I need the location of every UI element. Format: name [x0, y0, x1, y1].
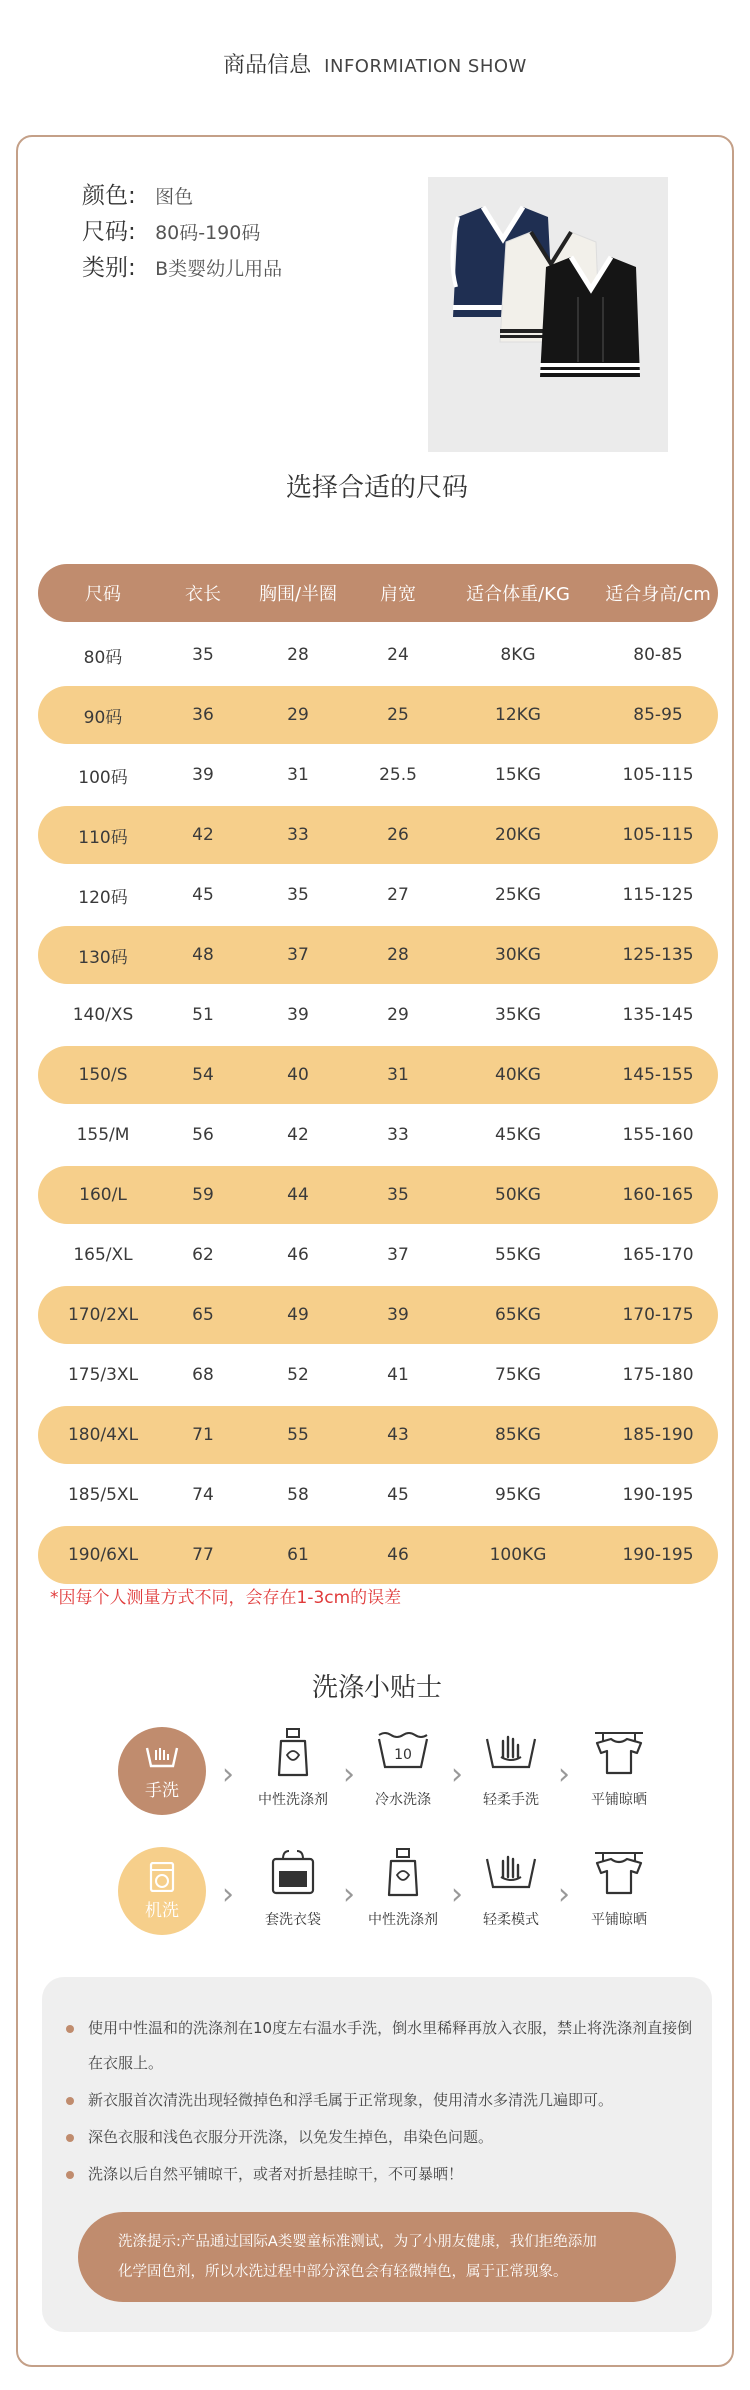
step-caption: 冷水洗涤 [375, 1792, 431, 1808]
table-cell: 28 [387, 945, 409, 965]
tip-item: 深色衣服和浅色衣服分开洗涤，以免发生掉色，串染色问题。 [66, 2120, 696, 2155]
header-title-en: INFORMIATION SHOW [324, 56, 527, 77]
header-cell: 衣长 [185, 584, 221, 605]
machine-step-laundry-bag [248, 1847, 338, 1929]
info-color [82, 177, 193, 210]
table-cell: 46 [287, 1245, 309, 1265]
product-info-card [16, 135, 734, 2367]
table-cell: 27 [387, 885, 409, 905]
size-table-body [38, 626, 718, 1584]
table-cell: 90码 [83, 707, 123, 728]
info-category-value: B类婴幼儿用品 [155, 258, 283, 280]
chevron-right-icon: › [343, 1757, 355, 1792]
table-row [38, 1406, 718, 1464]
hand-wash-basin-icon [144, 1742, 180, 1772]
table-cell: 150/S [78, 1065, 128, 1085]
table-cell: 190/6XL [67, 1545, 139, 1565]
wash-notice-banner [78, 2212, 676, 2302]
tip-item: 洗涤以后自然平铺晾干，或者对折悬挂晾干，不可暴晒！ [66, 2157, 696, 2192]
table-cell: 44 [287, 1185, 309, 1205]
table-cell: 39 [387, 1305, 409, 1325]
table-row [38, 986, 718, 1044]
header-cell: 适合身高/cm [605, 584, 711, 605]
chevron-right-icon: › [451, 1757, 463, 1792]
machine-wash-row [118, 1847, 678, 1957]
info-category [82, 249, 282, 282]
step-caption: 中性洗涤剂 [368, 1912, 438, 1928]
table-cell: 35 [387, 1185, 409, 1205]
table-cell: 59 [192, 1185, 214, 1205]
table-cell: 35 [192, 645, 214, 665]
table-cell: 155/M [76, 1125, 130, 1145]
table-cell: 160-165 [622, 1185, 694, 1205]
table-row [38, 806, 718, 864]
table-row [38, 1466, 718, 1524]
table-cell: 48 [192, 945, 214, 965]
info-size [82, 213, 260, 246]
table-cell: 39 [287, 1005, 309, 1025]
table-cell: 135-145 [622, 1005, 694, 1025]
table-cell: 49 [287, 1305, 309, 1325]
table-cell: 40 [287, 1065, 309, 1085]
table-cell: 130码 [78, 947, 128, 968]
table-row [38, 686, 718, 744]
table-cell: 145-155 [622, 1065, 694, 1085]
table-cell: 37 [387, 1245, 409, 1265]
info-size-label: 尺码: [82, 219, 136, 245]
table-cell: 46 [387, 1545, 409, 1565]
size-section-title: 选择合适的尺码 [285, 473, 468, 503]
chevron-right-icon: › [222, 1757, 234, 1792]
machine-wash-badge [118, 1847, 206, 1935]
table-cell: 71 [192, 1425, 214, 1445]
table-cell: 20KG [495, 825, 541, 845]
table-cell: 43 [387, 1425, 409, 1445]
table-cell: 8KG [500, 645, 536, 665]
step-caption: 平铺晾晒 [591, 1912, 647, 1928]
step-caption: 轻柔手洗 [483, 1792, 539, 1808]
table-cell: 52 [287, 1365, 309, 1385]
wash-section-title: 洗涤小贴士 [311, 1673, 442, 1703]
table-cell: 28 [287, 645, 309, 665]
chevron-right-icon: › [343, 1877, 355, 1912]
table-cell: 175-180 [622, 1365, 694, 1385]
table-cell: 31 [387, 1065, 409, 1085]
washing-machine-icon [144, 1862, 180, 1892]
laundry-bag-icon [267, 1847, 319, 1899]
table-cell: 37 [287, 945, 309, 965]
table-cell: 155-160 [622, 1125, 694, 1145]
product-photo [428, 177, 668, 452]
hand-wash-badge-label: 手洗 [145, 1780, 179, 1801]
detergent-bottle-icon [383, 1847, 423, 1899]
chevron-right-icon: › [558, 1757, 570, 1792]
table-cell: 31 [287, 765, 309, 785]
table-cell: 85KG [495, 1425, 541, 1445]
table-cell: 80-85 [633, 645, 683, 665]
table-cell: 125-135 [622, 945, 694, 965]
table-row [38, 926, 718, 984]
table-cell: 29 [387, 1005, 409, 1025]
header-cell: 尺码 [85, 584, 121, 605]
table-cell: 170-175 [622, 1305, 694, 1325]
table-cell: 62 [192, 1245, 214, 1265]
table-row [38, 1166, 718, 1224]
hand-step-cold-water [358, 1727, 448, 1809]
table-cell: 33 [387, 1125, 409, 1145]
machine-wash-badge-label: 机洗 [145, 1900, 179, 1921]
hand-wash-icon [483, 1727, 539, 1779]
step-caption: 套洗衣袋 [265, 1912, 321, 1928]
table-cell: 41 [387, 1365, 409, 1385]
table-cell: 185-190 [622, 1425, 694, 1445]
info-color-value: 图色 [155, 186, 194, 208]
table-cell: 54 [192, 1065, 214, 1085]
info-color-label: 颜色: [82, 183, 136, 209]
table-cell: 61 [287, 1545, 309, 1565]
table-cell: 105-115 [622, 765, 694, 785]
step-caption: 轻柔模式 [483, 1912, 539, 1928]
header-cell: 胸围/半圈 [258, 584, 338, 605]
header-cell: 适合体重/KG [466, 584, 570, 605]
table-row [38, 1526, 718, 1584]
table-cell: 100码 [78, 767, 128, 788]
table-cell: 175/3XL [67, 1365, 139, 1385]
table-cell: 180/4XL [67, 1425, 139, 1445]
table-cell: 39 [192, 765, 214, 785]
table-cell: 170/2XL [67, 1305, 139, 1325]
basin-temperature: 10 [394, 1747, 412, 1763]
banner-line-2: 化学固色剂，所以水洗过程中部分深色会有轻微掉色，属于正常现象。 [118, 2264, 568, 2280]
step-caption: 平铺晾晒 [591, 1792, 647, 1808]
table-row [38, 1046, 718, 1104]
table-row [38, 1286, 718, 1344]
table-row [38, 1346, 718, 1404]
header-title-cn: 商品信息 [223, 53, 312, 78]
table-cell: 25KG [495, 885, 541, 905]
table-cell: 15KG [495, 765, 541, 785]
measurement-note: *因每个人测量方式不同，会存在1-3cm的误差 [50, 1588, 402, 1608]
tip-item: 使用中性温和的洗涤剂在10度左右温水手洗，倒水里稀释再放入衣服，禁止将洗涤剂直接倒在衣服上。 [66, 2011, 696, 2081]
table-cell: 75KG [495, 1365, 541, 1385]
page-header [0, 48, 750, 79]
table-cell: 185/5XL [67, 1485, 139, 1505]
table-cell: 65 [192, 1305, 214, 1325]
table-cell: 85-95 [633, 705, 683, 725]
table-row [38, 626, 718, 684]
table-cell: 120码 [78, 887, 128, 908]
info-size-value: 80码-190码 [155, 222, 261, 244]
wash-basin-10-icon [375, 1727, 431, 1779]
info-category-label: 类别: [82, 255, 136, 281]
table-cell: 140/XS [72, 1005, 134, 1025]
wash-tips-panel [42, 1977, 712, 2332]
vest-illustration [428, 177, 668, 452]
size-table-header [38, 564, 718, 622]
table-cell: 24 [387, 645, 409, 665]
machine-step-gentle [466, 1847, 556, 1929]
table-cell: 95KG [495, 1485, 541, 1505]
table-cell: 56 [192, 1125, 214, 1145]
table-row [38, 746, 718, 804]
table-cell: 30KG [495, 945, 541, 965]
table-cell: 36 [192, 705, 214, 725]
chevron-right-icon: › [451, 1877, 463, 1912]
table-cell: 35KG [495, 1005, 541, 1025]
table-cell: 115-125 [622, 885, 694, 905]
table-row [38, 866, 718, 924]
table-cell: 42 [287, 1125, 309, 1145]
table-cell: 33 [287, 825, 309, 845]
table-cell: 190-195 [622, 1485, 694, 1505]
hand-wash-row [118, 1727, 678, 1837]
hand-wash-badge [118, 1727, 206, 1815]
table-cell: 42 [192, 825, 214, 845]
table-cell: 190-195 [622, 1545, 694, 1565]
table-cell: 165/XL [73, 1245, 133, 1265]
flat-dry-shirt-icon [591, 1727, 647, 1779]
table-row [38, 1226, 718, 1284]
step-caption: 中性洗涤剂 [258, 1792, 328, 1808]
table-cell: 77 [192, 1545, 214, 1565]
detergent-bottle-icon [273, 1727, 313, 1779]
tips-list [66, 2011, 696, 2194]
table-cell: 45KG [495, 1125, 541, 1145]
table-cell: 55KG [495, 1245, 541, 1265]
table-cell: 25.5 [379, 765, 417, 785]
table-cell: 105-115 [622, 825, 694, 845]
hand-step-detergent [248, 1727, 338, 1809]
tip-item: 新衣服首次清洗出现轻微掉色和浮毛属于正常现象，使用清水多清洗几遍即可。 [66, 2083, 696, 2118]
chevron-right-icon: › [558, 1877, 570, 1912]
table-cell: 80码 [83, 647, 123, 668]
hand-step-gentle [466, 1727, 556, 1809]
table-cell: 68 [192, 1365, 214, 1385]
table-cell: 65KG [495, 1305, 541, 1325]
table-cell: 55 [287, 1425, 309, 1445]
table-cell: 25 [387, 705, 409, 725]
size-table [38, 564, 718, 1586]
table-cell: 40KG [495, 1065, 541, 1085]
table-cell: 110码 [78, 827, 128, 848]
chevron-right-icon: › [222, 1877, 234, 1912]
hand-step-flat-dry [574, 1727, 664, 1809]
machine-step-detergent [358, 1847, 448, 1929]
gentle-mode-icon [483, 1847, 539, 1899]
table-cell: 12KG [495, 705, 541, 725]
table-cell: 50KG [495, 1185, 541, 1205]
machine-step-flat-dry [574, 1847, 664, 1929]
table-cell: 29 [287, 705, 309, 725]
table-cell: 35 [287, 885, 309, 905]
banner-line-1: 洗涤提示:产品通过国际A类婴童标准测试，为了小朋友健康，我们拒绝添加 [118, 2234, 597, 2250]
table-cell: 45 [192, 885, 214, 905]
table-cell: 51 [192, 1005, 214, 1025]
table-cell: 74 [192, 1485, 214, 1505]
flat-dry-shirt-icon [591, 1847, 647, 1899]
table-cell: 160/L [79, 1185, 127, 1205]
table-row [38, 1106, 718, 1164]
table-cell: 100KG [489, 1545, 547, 1565]
table-cell: 45 [387, 1485, 409, 1505]
table-cell: 26 [387, 825, 409, 845]
table-cell: 165-170 [622, 1245, 694, 1265]
header-cell: 肩宽 [380, 584, 416, 605]
table-cell: 58 [287, 1485, 309, 1505]
